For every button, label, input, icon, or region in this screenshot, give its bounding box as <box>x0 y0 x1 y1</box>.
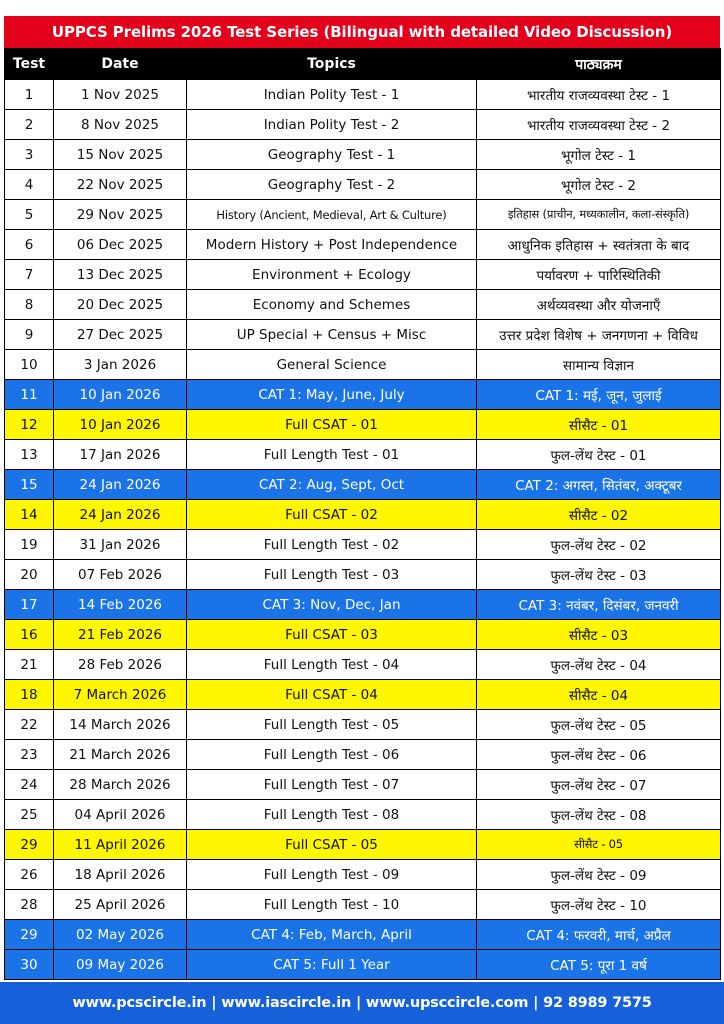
table-row <box>5 170 721 200</box>
cell-test: 29 <box>5 830 54 860</box>
cell-date: 14 Feb 2026 <box>54 590 187 620</box>
cell-test: 16 <box>5 620 54 650</box>
cell-topic: Full Length Test - 07 <box>187 770 477 800</box>
cell-hindi: फुल-लेंथ टेस्ट - 10 <box>477 890 721 920</box>
cell-hindi: फुल-लेंथ टेस्ट - 03 <box>477 560 721 590</box>
cell-date: 10 Jan 2026 <box>54 380 187 410</box>
cell-hindi: पर्यावरण + पारिस्थितिकी <box>477 260 721 290</box>
cell-test: 30 <box>5 950 54 980</box>
cell-test: 8 <box>5 290 54 320</box>
cell-test: 4 <box>5 170 54 200</box>
cell-date: 14 March 2026 <box>54 710 187 740</box>
table-row <box>5 410 721 440</box>
cell-test: 13 <box>5 440 54 470</box>
footer-contact-bar: www.pcscircle.in | www.iascircle.in | www.upsccircle.com | 92 8989 7575 <box>0 982 724 1024</box>
table-row <box>5 80 721 110</box>
cell-date: 25 April 2026 <box>54 890 187 920</box>
cell-topic: Geography Test - 2 <box>187 170 477 200</box>
cell-topic: Full Length Test - 10 <box>187 890 477 920</box>
cell-topic: CAT 3: Nov, Dec, Jan <box>187 590 477 620</box>
cell-topic: Full CSAT - 04 <box>187 680 477 710</box>
cell-hindi: फुल-लेंथ टेस्ट - 02 <box>477 530 721 560</box>
cell-date: 28 March 2026 <box>54 770 187 800</box>
cell-hindi: फुल-लेंथ टेस्ट - 04 <box>477 650 721 680</box>
cell-topic: General Science <box>187 350 477 380</box>
cell-topic: Environment + Ecology <box>187 260 477 290</box>
cell-hindi: CAT 5: पूरा 1 वर्ष <box>477 950 721 980</box>
cell-test: 22 <box>5 710 54 740</box>
cell-test: 12 <box>5 410 54 440</box>
table-row <box>5 590 721 620</box>
cell-topic: CAT 1: May, June, July <box>187 380 477 410</box>
table-row <box>5 260 721 290</box>
cell-hindi: सीसैट - 02 <box>477 500 721 530</box>
cell-date: 11 April 2026 <box>54 830 187 860</box>
schedule-table <box>4 48 721 980</box>
cell-hindi: सीसैट - 03 <box>477 620 721 650</box>
schedule-sheet <box>4 16 720 980</box>
table-row <box>5 740 721 770</box>
cell-test: 6 <box>5 230 54 260</box>
table-row <box>5 920 721 950</box>
cell-hindi: उत्तर प्रदेश विशेष + जनगणना + विविध <box>477 320 721 350</box>
cell-hindi: सीसैट - 05 <box>477 830 721 860</box>
cell-test: 11 <box>5 380 54 410</box>
header-hindi: पाठ्यक्रम <box>477 49 721 80</box>
cell-date: 29 Nov 2025 <box>54 200 187 230</box>
table-row <box>5 710 721 740</box>
cell-test: 26 <box>5 860 54 890</box>
cell-hindi: सीसैट - 01 <box>477 410 721 440</box>
cell-topic: Full CSAT - 03 <box>187 620 477 650</box>
header-topics: Topics <box>187 49 477 80</box>
cell-date: 8 Nov 2025 <box>54 110 187 140</box>
cell-date: 31 Jan 2026 <box>54 530 187 560</box>
table-row <box>5 290 721 320</box>
cell-topic: Full Length Test - 09 <box>187 860 477 890</box>
cell-date: 24 Jan 2026 <box>54 470 187 500</box>
table-row <box>5 380 721 410</box>
table-row <box>5 620 721 650</box>
cell-hindi: भूगोल टेस्ट - 2 <box>477 170 721 200</box>
cell-date: 21 March 2026 <box>54 740 187 770</box>
cell-test: 20 <box>5 560 54 590</box>
cell-hindi: भूगोल टेस्ट - 1 <box>477 140 721 170</box>
table-row <box>5 530 721 560</box>
cell-hindi: फुल-लेंथ टेस्ट - 08 <box>477 800 721 830</box>
cell-test: 10 <box>5 350 54 380</box>
table-row <box>5 890 721 920</box>
cell-hindi: भारतीय राजव्यवस्था टेस्ट - 2 <box>477 110 721 140</box>
page-title: UPPCS Prelims 2026 Test Series (Bilingual with detailed Video Discussion) <box>4 16 720 48</box>
table-row <box>5 860 721 890</box>
cell-test: 1 <box>5 80 54 110</box>
cell-hindi: फुल-लेंथ टेस्ट - 09 <box>477 860 721 890</box>
cell-date: 07 Feb 2026 <box>54 560 187 590</box>
cell-date: 7 March 2026 <box>54 680 187 710</box>
cell-topic: Economy and Schemes <box>187 290 477 320</box>
cell-hindi: सीसैट - 04 <box>477 680 721 710</box>
table-row <box>5 950 721 980</box>
cell-topic: Full CSAT - 02 <box>187 500 477 530</box>
cell-topic: Indian Polity Test - 1 <box>187 80 477 110</box>
table-header-row <box>5 49 721 80</box>
cell-hindi: CAT 4: फरवरी, मार्च, अप्रैल <box>477 920 721 950</box>
cell-date: 10 Jan 2026 <box>54 410 187 440</box>
cell-test: 21 <box>5 650 54 680</box>
cell-hindi: CAT 3: नवंबर, दिसंबर, जनवरी <box>477 590 721 620</box>
table-row <box>5 110 721 140</box>
cell-topic: CAT 2: Aug, Sept, Oct <box>187 470 477 500</box>
cell-hindi: CAT 1: मई, जून, जुलाई <box>477 380 721 410</box>
cell-date: 02 May 2026 <box>54 920 187 950</box>
cell-topic: History (Ancient, Medieval, Art & Culture) <box>187 200 477 230</box>
table-row <box>5 500 721 530</box>
cell-hindi: CAT 2: अगस्त, सितंबर, अक्टूबर <box>477 470 721 500</box>
table-row <box>5 680 721 710</box>
cell-test: 15 <box>5 470 54 500</box>
cell-date: 13 Dec 2025 <box>54 260 187 290</box>
cell-date: 20 Dec 2025 <box>54 290 187 320</box>
cell-hindi: सामान्य विज्ञान <box>477 350 721 380</box>
cell-hindi: अर्थव्यवस्था और योजनाएँ <box>477 290 721 320</box>
cell-date: 24 Jan 2026 <box>54 500 187 530</box>
cell-topic: Full CSAT - 01 <box>187 410 477 440</box>
cell-hindi: इतिहास (प्राचीन, मध्यकालीन, कला-संस्कृति) <box>477 200 721 230</box>
table-row <box>5 350 721 380</box>
cell-test: 25 <box>5 800 54 830</box>
cell-date: 15 Nov 2025 <box>54 140 187 170</box>
cell-date: 1 Nov 2025 <box>54 80 187 110</box>
table-row <box>5 320 721 350</box>
cell-date: 18 April 2026 <box>54 860 187 890</box>
cell-topic: UP Special + Census + Misc <box>187 320 477 350</box>
cell-test: 5 <box>5 200 54 230</box>
cell-date: 28 Feb 2026 <box>54 650 187 680</box>
cell-hindi: भारतीय राजव्यवस्था टेस्ट - 1 <box>477 80 721 110</box>
cell-date: 27 Dec 2025 <box>54 320 187 350</box>
table-row <box>5 770 721 800</box>
cell-topic: Full Length Test - 06 <box>187 740 477 770</box>
table-row <box>5 470 721 500</box>
cell-date: 09 May 2026 <box>54 950 187 980</box>
cell-test: 19 <box>5 530 54 560</box>
table-row <box>5 800 721 830</box>
cell-test: 9 <box>5 320 54 350</box>
cell-topic: Full Length Test - 01 <box>187 440 477 470</box>
cell-topic: Full Length Test - 08 <box>187 800 477 830</box>
cell-date: 3 Jan 2026 <box>54 350 187 380</box>
cell-topic: Modern History + Post Independence <box>187 230 477 260</box>
cell-hindi: फुल-लेंथ टेस्ट - 05 <box>477 710 721 740</box>
header-test: Test <box>5 49 54 80</box>
cell-test: 14 <box>5 500 54 530</box>
cell-test: 3 <box>5 140 54 170</box>
table-row <box>5 650 721 680</box>
cell-test: 2 <box>5 110 54 140</box>
table-row <box>5 830 721 860</box>
cell-date: 21 Feb 2026 <box>54 620 187 650</box>
cell-topic: Full CSAT - 05 <box>187 830 477 860</box>
cell-date: 04 April 2026 <box>54 800 187 830</box>
cell-hindi: फुल-लेंथ टेस्ट - 01 <box>477 440 721 470</box>
cell-topic: Full Length Test - 03 <box>187 560 477 590</box>
cell-topic: CAT 5: Full 1 Year <box>187 950 477 980</box>
cell-test: 24 <box>5 770 54 800</box>
table-row <box>5 560 721 590</box>
table-row <box>5 440 721 470</box>
header-date: Date <box>54 49 187 80</box>
table-row <box>5 140 721 170</box>
cell-test: 17 <box>5 590 54 620</box>
cell-test: 28 <box>5 890 54 920</box>
cell-hindi: फुल-लेंथ टेस्ट - 07 <box>477 770 721 800</box>
cell-topic: Full Length Test - 04 <box>187 650 477 680</box>
cell-date: 17 Jan 2026 <box>54 440 187 470</box>
table-body <box>5 80 721 980</box>
cell-topic: Indian Polity Test - 2 <box>187 110 477 140</box>
table-row <box>5 230 721 260</box>
table-row <box>5 200 721 230</box>
cell-date: 22 Nov 2025 <box>54 170 187 200</box>
cell-test: 18 <box>5 680 54 710</box>
cell-test: 23 <box>5 740 54 770</box>
cell-topic: Full Length Test - 05 <box>187 710 477 740</box>
cell-topic: Geography Test - 1 <box>187 140 477 170</box>
cell-test: 7 <box>5 260 54 290</box>
cell-hindi: आधुनिक इतिहास + स्वतंत्रता के बाद <box>477 230 721 260</box>
cell-hindi: फुल-लेंथ टेस्ट - 06 <box>477 740 721 770</box>
cell-topic: CAT 4: Feb, March, April <box>187 920 477 950</box>
cell-topic: Full Length Test - 02 <box>187 530 477 560</box>
cell-date: 06 Dec 2025 <box>54 230 187 260</box>
cell-test: 29 <box>5 920 54 950</box>
